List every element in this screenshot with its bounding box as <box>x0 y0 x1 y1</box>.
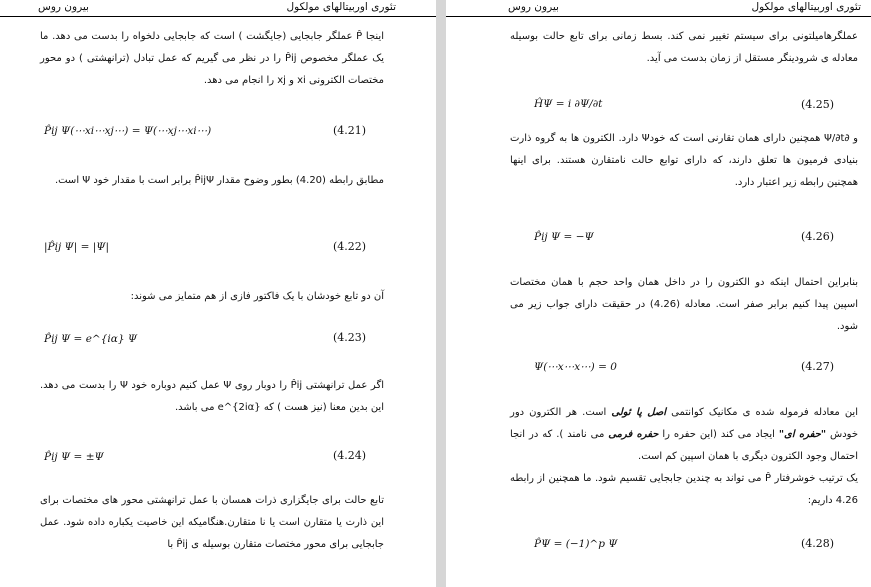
chapter-label: بیرون روس <box>38 1 89 13</box>
equation-number: (4.27) <box>801 360 835 373</box>
fermi-hole-term: حفره فرمی <box>608 429 659 440</box>
equation-4-22: |P̂ij Ψ| = |Ψ| <box>44 241 110 253</box>
paragraph: یک ترتیب خوشرفتار P̂ می تواند به چندین جابجایی تقسیم شود. ما همچنین از رابطه 4.26 داریم: <box>510 473 858 506</box>
paragraph: و ∂Ψ/∂t همچنین دارای همان تقارنی است که خودΨ دارد. الکترون ها به گروه ذارت بنیادی فرمیون ها تعلق دارند، که دارای توابع حالت نامتقارن هستند. برای اینها همچنین رابطه زیر اعتبار دارد. <box>510 133 858 188</box>
chapter-label: بیرون روس <box>508 1 559 13</box>
equation-4-25: ĤΨ = i ∂Ψ/∂t <box>534 98 603 110</box>
text-run: است. هر الکترون دور خودش <box>510 407 859 440</box>
equation-number: (4.23) <box>333 331 367 344</box>
paragraph-pauli <box>510 402 858 468</box>
text-run: می نامند ). که در انجا احتمال وجود الکترون دیگری با همان اسپین کم است. <box>510 429 858 462</box>
equation-number: (4.26) <box>801 230 835 243</box>
page-gutter <box>436 0 446 587</box>
paragraph: عملگرهامیلتونی برای سیستم تغییر نمی کند. بسط زمانی برای تابع حالت بوسیله معادله ی شرودینگر مستقل از زمان بدست می آید. <box>510 31 858 64</box>
paragraph: اگر عمل ترانهشتی P̂ij را دوبار روی Ψ عمل کنیم دوباره خود Ψ را بدست می دهد. این بدین معنا (نیز هست ) که e^{2iα} می باشد. <box>40 380 384 413</box>
hole-term: "حفره ای" <box>778 429 827 440</box>
text-run: ایجاد می کند (این حفره را <box>658 429 779 440</box>
left-page-header <box>0 0 436 17</box>
equation-4-27: Ψ(⋯x⋯x⋯) = 0 <box>534 361 617 373</box>
equation-number: (4.28) <box>801 537 835 550</box>
equation-number: (4.22) <box>333 240 367 253</box>
book-title: تئوری اوربیتالهای مولکول <box>751 1 861 13</box>
equation-number: (4.21) <box>333 124 367 137</box>
equation-4-24: P̂ij Ψ = ±Ψ <box>44 451 104 463</box>
text-run: این معادله فرموله شده ی مکانیک کوانتمی <box>666 407 858 418</box>
equation-4-21: P̂ij Ψ(⋯xi⋯xj⋯) = Ψ(⋯xj⋯xi⋯) <box>44 125 212 137</box>
equation-number: (4.24) <box>333 449 367 462</box>
paragraph: بنابراین احتمال اینکه دو الکترون را در داخل همان واحد حجم با همان مختصات اسپین پیدا کنیم برابر صفر است. معادله (4.26) در حقیقت دارای جواب زیر می شود. <box>510 277 858 332</box>
pauli-principle-term: اصل پا ئولی <box>611 407 667 418</box>
book-title: تئوری اوربیتالهای مولکول <box>286 1 396 13</box>
paragraph: آن دو تابع خودشان با یک فاکتور فازی از هم متمایز می شوند: <box>130 291 384 302</box>
right-page <box>446 0 871 587</box>
equation-4-23: P̂ij Ψ = e^{iα} Ψ <box>44 333 138 345</box>
paragraph: تابع حالت برای جایگزاری ذرات همسان با عمل ترانهشتی محور های مختصات برای این ذارت یا متقارن است یا نا متقارن.هنگامیکه این خاصیت یکباره داده شود. عمل جابجایی برای محور مختصات متقارن بوسیله ی P̂ij با <box>40 495 384 550</box>
right-page-header <box>446 0 871 17</box>
equation-4-28: P̂Ψ = (−1)^p Ψ <box>534 538 618 550</box>
paragraph: اینجا P̂ عملگر جابجایی (جایگشت ) است که جابجایی دلخواه را بدست می دهد. ما یک عملگر مخصوص P̂ij را در نظر می گیریم که عمل تبادل (ترانهشتی ) دو محور مختصات الکترونی xi و xj را انجام می دهد. <box>40 31 384 86</box>
equation-4-26: P̂ij Ψ = −Ψ <box>534 231 594 243</box>
paragraph: مطابق رابطه (4.20) بطور وضوح مقدار P̂ijΨ برابر است با مقدار خود Ψ است. <box>54 175 384 186</box>
equation-number: (4.25) <box>801 98 835 111</box>
